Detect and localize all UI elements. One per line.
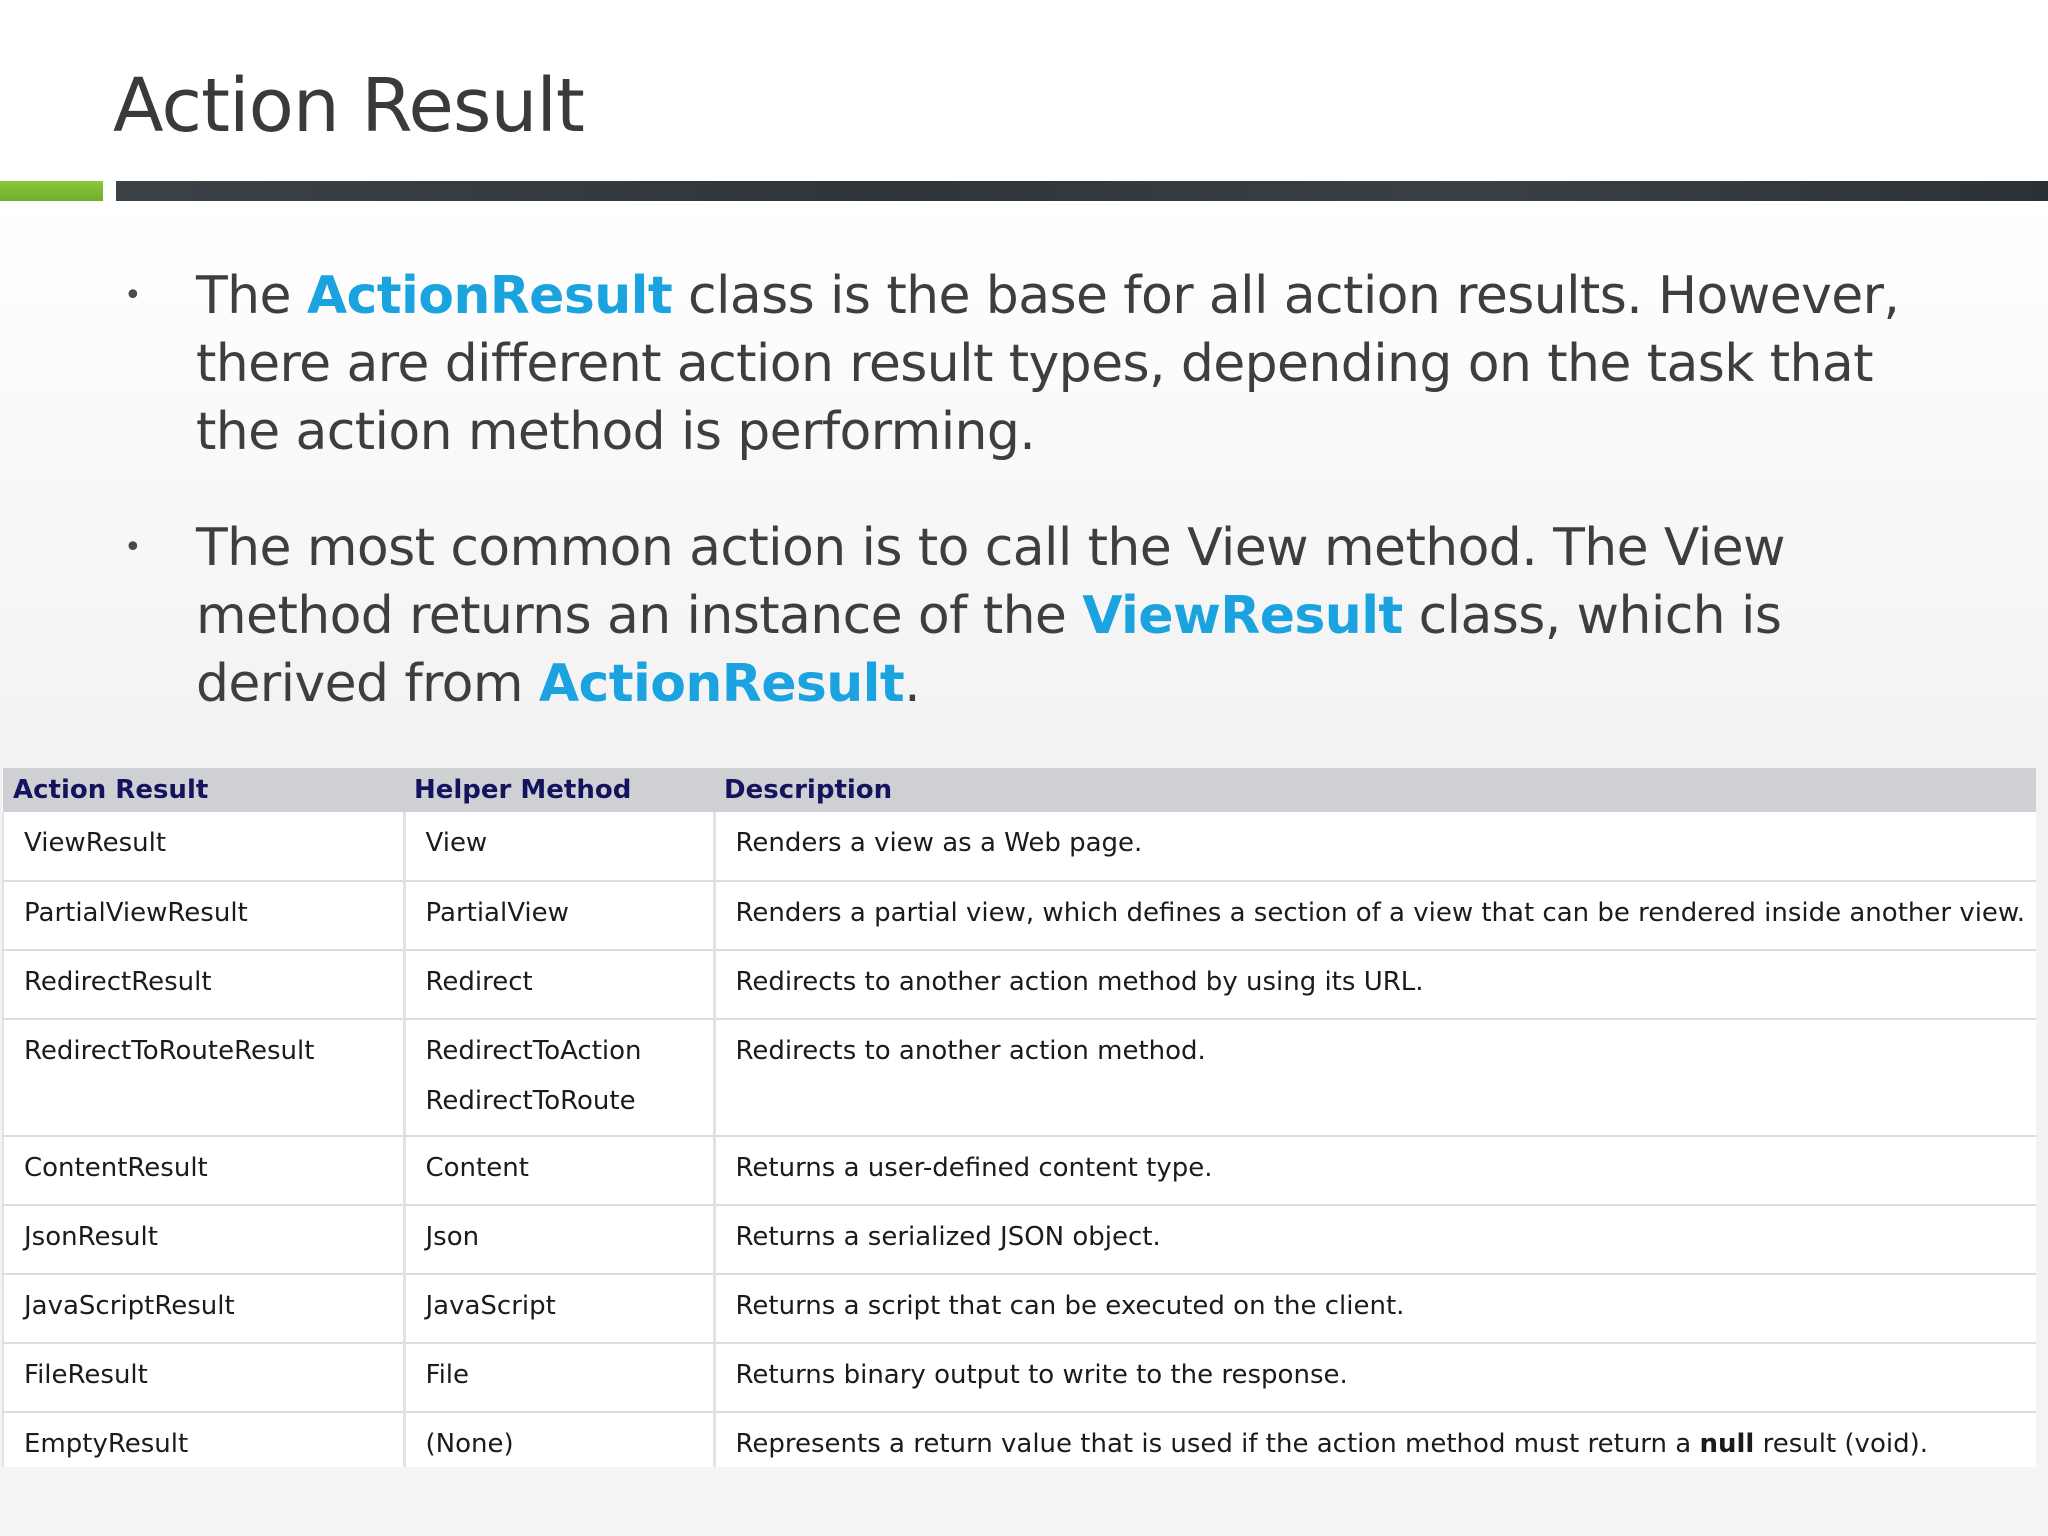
action-result-cell[interactable]: ContentResult: [3, 1136, 404, 1205]
table-row: [3, 1274, 2036, 1343]
description-cell: Redirects to another action method.: [714, 1019, 2036, 1136]
description-cell: Redirects to another action method by using its URL.: [714, 950, 2036, 1019]
action-result-cell[interactable]: JavaScriptResult: [3, 1274, 404, 1343]
helper-method-link[interactable]: Json: [425, 1222, 480, 1252]
column-header-description: Description: [714, 768, 2036, 812]
helper-method-cell: [404, 1205, 714, 1274]
helper-method-cell: [404, 812, 714, 881]
table-row: [3, 812, 2036, 881]
description-text: result (void).: [1754, 1429, 1928, 1459]
helper-method-link[interactable]: RedirectToRoute: [425, 1086, 636, 1116]
bullet-text: class is the base for all action results. However, there are different action result types, depending on the task that the action method is performing.: [196, 266, 1900, 462]
bullet-item: [116, 262, 1946, 466]
null-keyword: null: [1699, 1429, 1755, 1459]
helper-method-link[interactable]: Redirect: [425, 967, 533, 997]
description-cell: Returns binary output to write to the response.: [714, 1343, 2036, 1412]
helper-method-link[interactable]: JavaScript: [425, 1291, 556, 1321]
bullet-text: class, which is derived from: [196, 586, 1782, 714]
action-result-cell[interactable]: FileResult: [3, 1343, 404, 1412]
description-cell: Returns a user-defined content type.: [714, 1136, 2036, 1205]
table-row: [3, 1136, 2036, 1205]
table-header-row: [3, 768, 2036, 812]
description-cell: Returns a serialized JSON object.: [714, 1205, 2036, 1274]
highlight-term: ViewResult: [1082, 586, 1403, 646]
slide-title: Action Result: [113, 63, 584, 149]
bullet-text: .: [904, 654, 921, 714]
table-row: [3, 1019, 2036, 1136]
action-result-cell[interactable]: JsonResult: [3, 1205, 404, 1274]
helper-method-link[interactable]: File: [425, 1360, 470, 1390]
action-result-cell[interactable]: EmptyResult: [3, 1412, 404, 1467]
helper-method-cell: [404, 1343, 714, 1412]
table-row: [3, 881, 2036, 950]
helper-method-cell: [404, 950, 714, 1019]
table-row: [3, 1205, 2036, 1274]
description-text: Represents a return value that is used if the action method must return a: [735, 1429, 1700, 1459]
helper-method-cell: [404, 881, 714, 950]
bullet-text: The: [196, 266, 307, 326]
title-accent-bar-green: [0, 181, 103, 201]
description-cell: [714, 1412, 2036, 1467]
bullet-dot-icon: •: [124, 530, 142, 565]
helper-method-link[interactable]: View: [425, 828, 488, 858]
description-cell: Renders a view as a Web page.: [714, 812, 2036, 881]
description-cell: Renders a partial view, which defines a section of a view that can be rendered inside another view.: [714, 881, 2036, 950]
table-row: [3, 950, 2036, 1019]
table-row: [3, 1343, 2036, 1412]
helper-method-link[interactable]: PartialView: [425, 898, 569, 928]
helper-method-link[interactable]: Content: [425, 1153, 529, 1183]
helper-method-cell: [404, 1274, 714, 1343]
table-row: [3, 1412, 2036, 1467]
helper-method-cell: [404, 1412, 714, 1467]
bullet-list: [116, 262, 1946, 766]
column-header-action-result: Action Result: [3, 768, 404, 812]
action-result-table: [2, 768, 2036, 1467]
column-header-helper-method: Helper Method: [404, 768, 714, 812]
title-accent-bar-dark: [116, 181, 2048, 201]
bullet-dot-icon: •: [124, 278, 142, 313]
helper-method-cell: [404, 1019, 714, 1136]
highlight-term: ActionResult: [306, 266, 673, 326]
action-result-cell[interactable]: RedirectToRouteResult: [3, 1019, 404, 1136]
description-cell: Returns a script that can be executed on the client.: [714, 1274, 2036, 1343]
action-result-cell[interactable]: ViewResult: [3, 812, 404, 881]
highlight-term: ActionResult: [538, 654, 905, 714]
helper-method-link[interactable]: RedirectToAction: [425, 1036, 642, 1066]
action-result-table-container: [2, 768, 2036, 1467]
helper-method-text: (None): [425, 1429, 514, 1459]
action-result-cell[interactable]: RedirectResult: [3, 950, 404, 1019]
helper-method-cell: [404, 1136, 714, 1205]
bullet-text: The most common action is to call the View method. The View method returns an instance of the: [196, 518, 1785, 646]
bullet-item: [116, 514, 1946, 718]
action-result-cell[interactable]: PartialViewResult: [3, 881, 404, 950]
